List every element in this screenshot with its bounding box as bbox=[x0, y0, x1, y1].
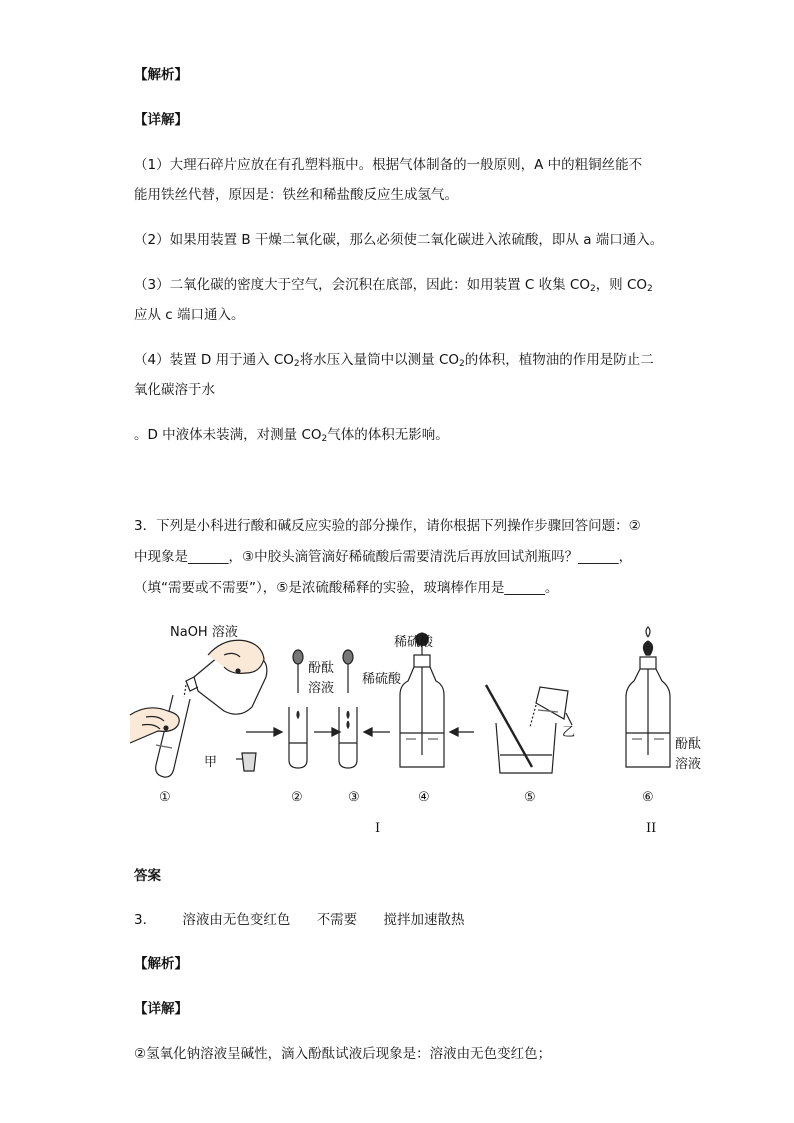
step-6-bottle-drawing bbox=[626, 627, 670, 767]
question-3-line-1: 3．下列是小科进行酸和碱反应实验的部分操作，请你根据下列操作步骤回答问题：② bbox=[134, 518, 641, 534]
paragraph-3-text-b: ，则 CO bbox=[595, 277, 648, 293]
answer-blank-1: 溶液由无色变红色 bbox=[182, 912, 291, 928]
sulfuric-acid-dropper-label: 稀硫酸 bbox=[362, 672, 402, 687]
process-arrows bbox=[246, 728, 474, 736]
answer-heading: 答案 bbox=[134, 868, 161, 884]
step-number-3: ③ bbox=[348, 790, 360, 805]
yi-label: 乙 bbox=[562, 725, 576, 740]
paragraph-3-text-a: （3）二氧化碳的密度大于空气，会沉积在底部，因此：如用装置 C 收集 CO bbox=[134, 277, 590, 293]
answer-detail-heading: 【详解】 bbox=[134, 1001, 188, 1017]
sulfuric-acid-bottle-label: 稀硫酸 bbox=[394, 635, 434, 650]
answer-number: 3． bbox=[134, 912, 157, 928]
subscript-2: 2 bbox=[321, 434, 328, 444]
subscript-2: 2 bbox=[459, 359, 465, 369]
paragraph-4-text-c: 的体积，植物油的作用是防止二 bbox=[464, 352, 654, 368]
phenolphthalein-label-line-1: 酚酞 bbox=[308, 661, 335, 676]
detail-heading: 【详解】 bbox=[134, 112, 188, 128]
subscript-2: 2 bbox=[647, 284, 653, 294]
subscript-2: 2 bbox=[293, 359, 300, 369]
experiment-figure bbox=[128, 615, 718, 845]
paragraph-4-line-1 bbox=[134, 351, 654, 373]
analysis-heading: 【解析】 bbox=[134, 67, 188, 83]
step-4-bottle-drawing bbox=[400, 633, 444, 767]
yi-pointer-line bbox=[566, 713, 572, 725]
phenolphthalein-label-line-2: 溶液 bbox=[308, 681, 335, 696]
jia-label: 甲 bbox=[204, 755, 218, 770]
step-number-4: ④ bbox=[418, 790, 430, 805]
question-3-line-2: 中现象是______，③中胶头滴管滴好稀硫酸后需要清洗后再放回试剂瓶吗？______， bbox=[134, 549, 633, 565]
question-3-line-3: （填“需要或不需要”），⑤是浓硫酸稀释的实验，玻璃棒作用是______。 bbox=[134, 580, 559, 596]
paragraph-2: （2）如果用装置 B 干燥二氧化碳，那么必须使二氧化碳进入浓硫酸，即从 a 端口通入。 bbox=[134, 232, 664, 248]
step-number-5: ⑤ bbox=[524, 790, 536, 805]
answer-line bbox=[134, 911, 464, 929]
naoh-solution-label: NaOH 溶液 bbox=[170, 625, 238, 640]
paragraph-4-text-a: （4）装置 D 用于通入 CO bbox=[134, 352, 294, 368]
answer-blank-2: 不需要 bbox=[316, 912, 358, 928]
step-3-drawing bbox=[339, 650, 357, 768]
paragraph-4-text-e: 气体的体积无影响。 bbox=[327, 427, 449, 443]
answer-blank-3: 搅拌加速散热 bbox=[383, 912, 465, 928]
step-number-2: ② bbox=[291, 790, 303, 805]
group-label-1: I bbox=[375, 821, 381, 836]
phenolphthalein-bottle-label-line-2: 溶液 bbox=[675, 757, 702, 772]
paragraph-3-line-1 bbox=[134, 276, 653, 298]
step-5-dilution-drawing bbox=[486, 685, 568, 773]
paragraph-4-line-3 bbox=[134, 426, 449, 448]
step-2-drawing bbox=[289, 650, 307, 768]
paragraph-1-line-2: 能用铁丝代替，原因是：铁丝和稀盐酸反应生成氢气。 bbox=[134, 187, 458, 203]
group-label-2: II bbox=[646, 821, 657, 836]
paragraph-4-text-d: 。D 中液体未装满，对测量 CO bbox=[134, 427, 322, 443]
phenolphthalein-bottle-label-line-1: 酚酞 bbox=[675, 737, 702, 752]
subscript-2: 2 bbox=[589, 284, 596, 294]
paragraph-4-text-b: 将水压入量筒中以测量 CO bbox=[299, 352, 459, 368]
step-number-1: ① bbox=[159, 790, 171, 805]
paragraph-3-line-2: 应从 c 端口通入。 bbox=[134, 307, 245, 323]
answer-detail-line-1: ②氢氧化钠溶液呈碱性，滴入酚酞试液后现象是：溶液由无色变红色； bbox=[134, 1046, 552, 1062]
answer-analysis-heading: 【解析】 bbox=[134, 956, 188, 972]
stopper-jia-drawing bbox=[236, 753, 256, 771]
step-number-6: ⑥ bbox=[642, 790, 654, 805]
paragraph-4-line-2: 氧化碳溶于水 bbox=[134, 382, 215, 398]
paragraph-1-line-1: （1）大理石碎片应放在有孔塑料瓶中。根据气体制备的一般原则，A 中的粗铜丝能不 bbox=[134, 157, 643, 173]
